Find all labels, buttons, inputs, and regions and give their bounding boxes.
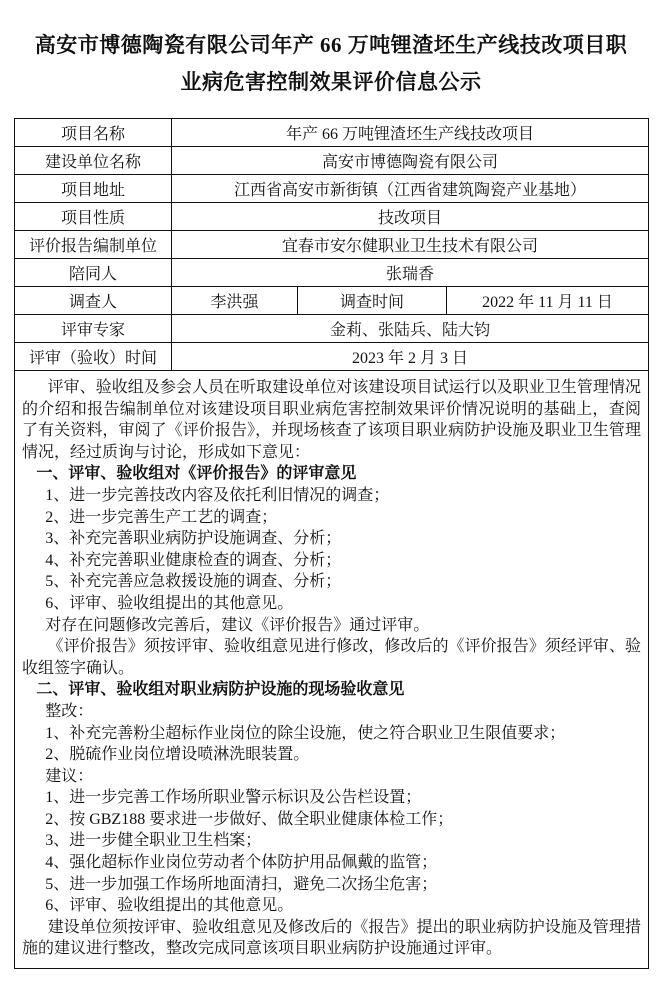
opinion-item: 6、评审、验收组提出的其他意见。: [45, 594, 294, 612]
opinion-paragraph: 评审、验收组及参会人员在听取建设单位对该建设项目试运行以及职业卫生管理情况的介绍和报告编制单位对该建设项目职业病危害控制效果评价情况说明的基础上，查阅了有关资料，审阅了《评价报告》，并现场核查了该项目职业病防护设施及职业卫生管理情况，经过质询与讨论，形成如下意见：: [22, 379, 641, 461]
opinion-conclusion: 对存在问题修改完善后，建议《评价报告》通过评审。: [45, 616, 430, 634]
opinion-paragraph: 《评价报告》须按评审、验收组意见进行修改，修改后的《评价报告》须经评审、验收组签字确认。: [22, 638, 641, 677]
value-cell: 宜春市安尔健职业卫生技术有限公司: [172, 231, 649, 259]
table-row-review-time: [15, 343, 649, 371]
opinion-item: 1、进一步完善工作场所职业警示标识及公告栏设置；: [45, 789, 422, 807]
table-row-builder-name: [15, 147, 649, 175]
value-cell: 年产 66 万吨锂渣坯生产线技改项目: [172, 119, 649, 147]
table-row-survey: [15, 287, 649, 315]
opinion-item: 4、强化超标作业岗位劳动者个体防护用品佩戴的监管；: [45, 854, 438, 872]
opinion-item: 6、评审、验收组提出的其他意见。: [45, 897, 294, 915]
opinion-subheading-rectify: 整改：: [45, 702, 94, 720]
value-cell: 高安市博德陶瓷有限公司: [172, 147, 649, 175]
label-cell: 调查时间: [298, 287, 447, 315]
label-cell: 陪同人: [15, 259, 172, 287]
table-row-project-address: [15, 175, 649, 203]
info-table: [14, 118, 649, 969]
table-row-report-compiler: [15, 231, 649, 259]
opinion-item: 5、进一步加强工作场所地面清扫，避免二次扬尘危害；: [45, 875, 438, 893]
opinion-heading-1: 一、评审、验收组对《评价报告》的评审意见: [36, 465, 357, 483]
opinion-item: 2、进一步完善生产工艺的调查；: [45, 508, 278, 526]
table-row-review-experts: [15, 315, 649, 343]
opinion-item: 1、进一步完善技改内容及依托利旧情况的调查；: [45, 486, 390, 504]
page-title: [14, 27, 648, 101]
opinion-item: 2、按 GBZ188 要求进一步做好、做全职业健康体检工作；: [45, 810, 454, 828]
table-row-accompanying-person: [15, 259, 649, 287]
opinion-item: 3、进一步健全职业卫生档案；: [45, 832, 262, 850]
opinion-item: 2、脱硫作业岗位增设喷淋洗眼装置。: [45, 746, 310, 764]
page-title-line-2: 业病危害控制效果评价信息公示: [180, 70, 482, 94]
value-cell: 江西省高安市新街镇（江西省建筑陶瓷产业基地）: [172, 175, 649, 203]
opinion-final-paragraph: 建设单位须按评审、验收组意见及修改后的《报告》提出的职业病防护设施及管理措施的建议进行整改，整改完成同意该项目职业病防护设施通过评审。: [22, 918, 641, 958]
value-cell: 技改项目: [172, 203, 649, 231]
value-cell: 2023 年 2 月 3 日: [172, 343, 649, 371]
opinion-heading-2: 二、评审、验收组对职业病防护设施的现场验收意见: [36, 681, 405, 699]
label-cell: 评审专家: [15, 315, 172, 343]
opinion-item: 3、补充完善职业病防护设施调查、分析；: [45, 530, 342, 548]
label-cell: 评价报告编制单位: [15, 231, 172, 259]
opinion-item: 4、补充完善职业健康检查的调查、分析；: [45, 551, 342, 569]
label-cell: 项目性质: [15, 203, 172, 231]
value-cell: 李洪强: [172, 287, 298, 315]
opinion-item: 1、补充完善粉尘超标作业岗位的除尘设施，使之符合职业卫生限值要求；: [45, 724, 566, 742]
label-cell: 项目地址: [15, 175, 172, 203]
label-cell: 评审（验收）时间: [15, 343, 172, 371]
opinion-item: 5、补充完善应急救援设施的调查、分析；: [45, 573, 342, 591]
table-row-opinion: [15, 371, 649, 969]
opinion-content: [22, 377, 641, 960]
table-row-project-nature: [15, 203, 649, 231]
value-cell: 金莉、张陆兵、陆大钧: [172, 315, 649, 343]
value-cell: 2022 年 11 月 11 日: [447, 287, 649, 315]
value-cell: 张瑞香: [172, 259, 649, 287]
page-title-line-1: 高安市博德陶瓷有限公司年产 66 万吨锂渣坯生产线技改项目职: [34, 33, 628, 57]
opinion-cell: [15, 371, 649, 969]
label-cell: 项目名称: [15, 119, 172, 147]
label-cell: 建设单位名称: [15, 147, 172, 175]
opinion-subheading-suggest: 建议：: [45, 767, 94, 785]
table-row-project-name: [15, 119, 649, 147]
label-cell: 调查人: [15, 287, 172, 315]
